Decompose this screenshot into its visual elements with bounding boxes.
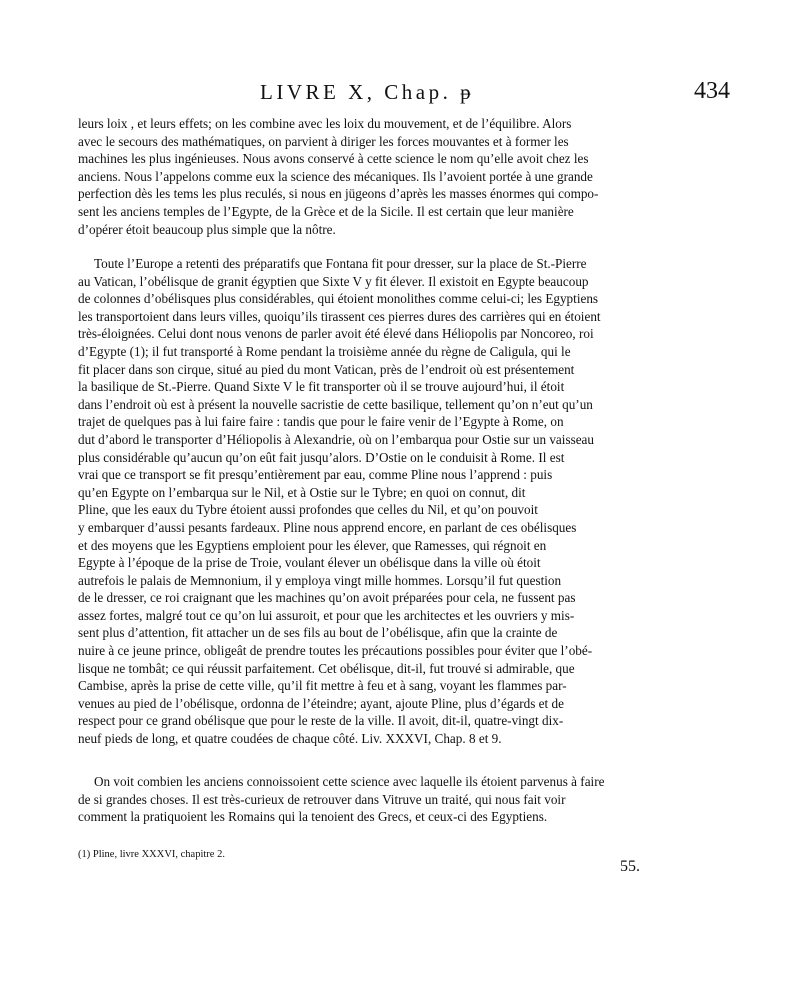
- text-line: vrai que ce transport se fit presqu’entièrement par eau, comme Pline nous l’apprend : puis: [78, 467, 553, 483]
- text-line: autrefois le palais de Memnonium, il y employa vingt mille hommes. Lorsqu’il fut question: [78, 572, 562, 588]
- text-line: anciens. Nous l’appelons comme eux la science des mécaniques. Ils l’avoient portée à une grande: [78, 168, 593, 184]
- running-head: LIVRE X, Chap. ᵽ: [260, 80, 475, 104]
- text-line: nuire à ce jeune prince, obligeât de prendre toutes les précautions possibles pour éviter que l’obé-: [78, 643, 593, 659]
- text-line: leurs loix , et leurs effets; on les combine avec les loix du mouvement, et de l’équilibre. Alors: [78, 116, 572, 131]
- text-line: dut d’abord le transporter d’Héliopolis à Alexandrie, où on l’embarqua pour Ostie sur un vaisseau: [78, 431, 595, 447]
- text-line: qu’en Egypte on l’embarqua sur le Nil, et à Ostie sur le Tybre; en quoi on connut, dit: [78, 484, 526, 500]
- text-line: plus considérable qu’aucun qu’on eût fait jusqu’alors. D’Ostie on le conduisit à Rome. Il est: [78, 449, 565, 465]
- text-line: au Vatican, l’obélisque de granit égyptien que Sixte V y fit élever. Il existoit en Egypte beaucoup: [78, 273, 589, 289]
- text-line: de colonnes d’obélisques plus considérables, qui étoient monolithes comme celui-ci; les Egyptiens: [78, 291, 599, 307]
- text-line: de si grandes choses. Il est très-curieux de retrouver dans Vitruve un traité, qui nous fait voir: [78, 791, 566, 807]
- text-line: neuf pieds de long, et quatre coudées de chaque côté. Liv. XXXVI, Chap. 8 et 9.: [78, 731, 502, 747]
- text-line: assez fortes, malgré tout ce qu’on lui assuroit, et pour que les architectes et les ouvriers y mis-: [78, 607, 575, 623]
- text-line: d’opérer étoit beaucoup plus simple que la nôtre.: [78, 221, 336, 237]
- text-line: venues au pied de l’obélisque, ordonna de l’éteindre; ayant, ajoute Pline, plus d’égards et de: [78, 695, 564, 711]
- text-line: trajet de quelques pas à lui faire faire : tandis que pour le faire venir de l’Egypte à Rome, on: [78, 414, 564, 430]
- paragraph-vitruvius: [78, 773, 728, 826]
- text-line: comment la pratiquoient les Romains qui la tenoient des Grecs, et ceux-ci des Egyptiens.: [78, 809, 548, 825]
- text-line: sent les anciens temples de l’Egypte, de la Grèce et de la Sicile. Il est certain que leur manière: [78, 203, 574, 219]
- text-line: Toute l’Europe a retenti des préparatifs que Fontana fit pour dresser, sur la place de St.-Pierre: [94, 256, 587, 271]
- text-line: lisque ne tombât; ce qui réussit parfaitement. Cet obélisque, dit-il, fut trouvé si admirable, que: [78, 660, 575, 676]
- text-line: Pline, que les eaux du Tybre étoient aussi profondes que celles du Nil, et qu’on pouvoit: [78, 502, 538, 518]
- page-header: [80, 80, 730, 110]
- text-line: machines les plus ingénieuses. Nous avons conservé à cette science le nom qu’elle avoit chez les: [78, 151, 589, 167]
- text-line: sent plus d’attention, fit attacher un de ses fils au bout de l’obélisque, afin que la crainte de: [78, 625, 558, 641]
- paragraph-obelisk: [78, 255, 728, 748]
- text-line: les transportoient dans leurs villes, quoiqu’ils tirassent ces pierres dures des carrières qui en étoient: [78, 308, 601, 324]
- footnote: (1) Pline, livre XXXVI, chapitre 2.: [78, 849, 225, 860]
- text-line: y embarquer d’aussi pesants fardeaux. Pline nous apprend encore, en parlant de ces obélisques: [78, 519, 577, 535]
- text-line: la basilique de St.-Pierre. Quand Sixte V le fit transporter où il se trouve aujourd’hui, il étoit: [78, 379, 565, 395]
- page-number: 434: [694, 78, 730, 104]
- text-line: et des moyens que les Egyptiens emploient pour les élever, que Ramesses, qui régnoit en: [78, 537, 547, 553]
- text-line: On voit combien les anciens connoissoient cette science avec laquelle ils étoient parvenus à faire: [94, 774, 605, 789]
- text-line: Egypte à l’époque de la prise de Troie, voulant élever un obélisque dans la ville où étoit: [78, 555, 541, 571]
- paragraph-mechanics: [78, 115, 728, 238]
- text-line: fit placer dans son cirque, situé au pied du mont Vatican, près de l’endroit où est présentement: [78, 361, 575, 377]
- text-line: Cambise, après la prise de cette ville, qu’il fit mettre à feu et à sang, voyant les flammes par-: [78, 678, 567, 694]
- signature-mark: 55.: [620, 858, 640, 875]
- text-line: perfection dès les tems les plus reculés, si nous en jügeons d’après les masses énormes qui compo-: [78, 186, 599, 202]
- text-line: de le dresser, ce roi craignant que les machines qu’on avoit préparées pour cela, ne fussent pas: [78, 590, 576, 606]
- text-line: très-éloignées. Celui dont nous venons de parler avoit été élevé dans Héliopolis par Noncoreo, roi: [78, 326, 594, 342]
- text-line: dans l’endroit où est à présent la nouvelle sacristie de cette basilique, tellement qu’on n’eut qu’un: [78, 396, 593, 412]
- text-line: respect pour ce grand obélisque que pour le reste de la ville. Il avoit, dit-il, quatre-vingt dix-: [78, 713, 564, 729]
- text-line: avec le secours des mathématiques, on parvient à diriger les forces mouvantes et à former les: [78, 133, 569, 149]
- text-line: d’Egypte (1); il fut transporté à Rome pendant la troisième année du règne de Caligula, qui le: [78, 343, 571, 359]
